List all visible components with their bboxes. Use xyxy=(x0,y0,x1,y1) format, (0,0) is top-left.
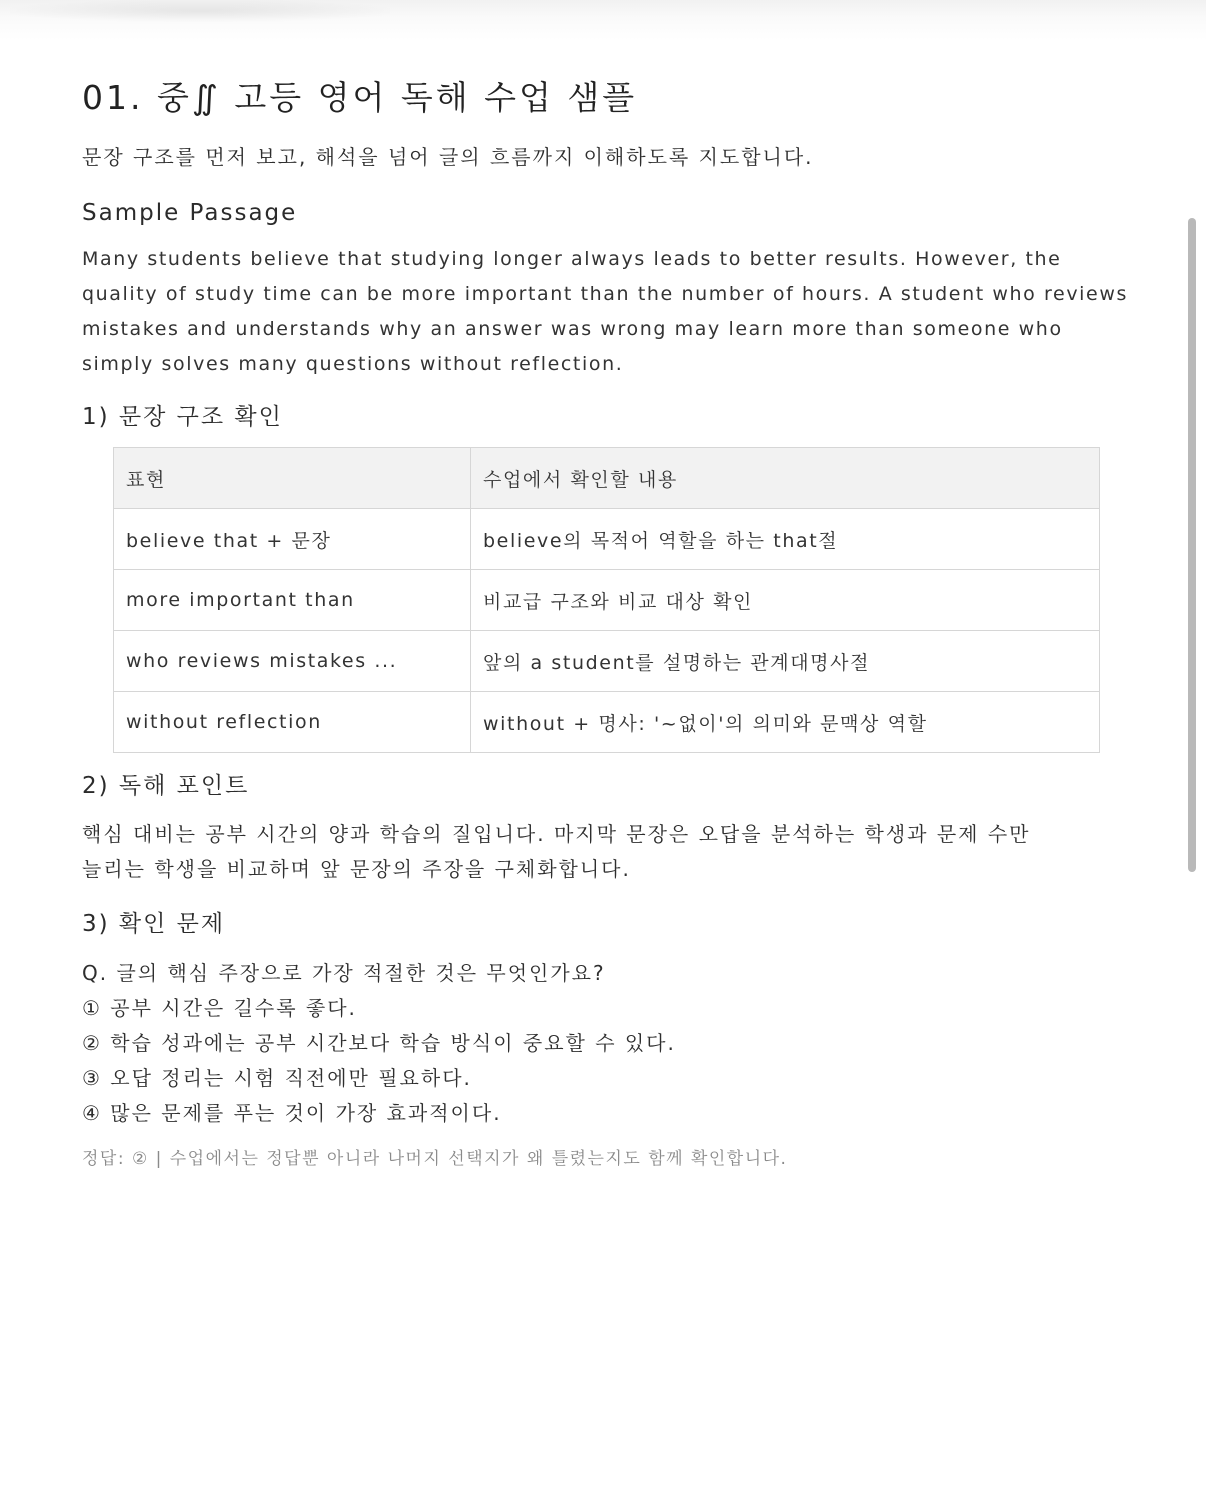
table-cell-content: without + 명사: '~없이'의 의미와 문맥상 역할 xyxy=(471,692,1100,753)
intro-text: 문장 구조를 먼저 보고, 해석을 넘어 글의 흐름까지 이해하도록 지도합니다. xyxy=(82,145,814,169)
passage-line: simply solves many questions without reflection. xyxy=(82,353,624,375)
table-header-row xyxy=(114,448,1100,509)
structure-table xyxy=(113,447,1100,753)
section-heading-reading-points: 2) 독해 포인트 xyxy=(82,773,250,799)
sample-passage xyxy=(82,242,1132,382)
quiz-block xyxy=(82,956,1132,1131)
table-row xyxy=(114,509,1100,570)
quiz-option: ② 학습 성과에는 공부 시간보다 학습 방식이 중요할 수 있다. xyxy=(82,1031,676,1055)
table-header-expression: 표현 xyxy=(114,448,471,509)
table-cell-expression: without reflection xyxy=(114,692,471,753)
passage-line: mistakes and understands why an answer was wrong may learn more than someone who xyxy=(82,318,1063,340)
section-heading-quiz: 3) 확인 문제 xyxy=(82,911,226,937)
table-cell-content: believe의 목적어 역할을 하는 that절 xyxy=(471,509,1100,570)
passage-line: quality of study time can be more important than the number of hours. A student who reviews xyxy=(82,283,1128,305)
page-title: 01. 중∬ 고등 영어 독해 수업 샘플 xyxy=(82,78,638,117)
table-cell-expression: who reviews mistakes ... xyxy=(114,631,471,692)
reading-points-line: 핵심 대비는 공부 시간의 양과 학습의 질입니다. 마지막 문장은 오답을 분석하는 학생과 문제 수만 xyxy=(82,822,1031,846)
quiz-option: ④ 많은 문제를 푸는 것이 가장 효과적이다. xyxy=(82,1101,502,1125)
table-row xyxy=(114,570,1100,631)
passage-line: Many students believe that studying longer always leads to better results. However, the xyxy=(82,248,1062,270)
quiz-answer: 정답: ② | 수업에서는 정답뿐 아니라 나머지 선택지가 왜 틀렸는지도 함께 확인합니다. xyxy=(82,1149,788,1169)
table-row xyxy=(114,692,1100,753)
reading-points-text xyxy=(82,817,1132,887)
section-heading-structure: 1) 문장 구조 확인 xyxy=(82,404,283,430)
scrollbar-thumb[interactable] xyxy=(1188,218,1196,872)
table-header-content: 수업에서 확인할 내용 xyxy=(471,448,1100,509)
table-cell-content: 비교급 구조와 비교 대상 확인 xyxy=(471,570,1100,631)
top-shadow xyxy=(0,0,1206,40)
document-body xyxy=(82,74,1132,1172)
quiz-option: ③ 오답 정리는 시험 직전에만 필요하다. xyxy=(82,1066,472,1090)
quiz-question: Q. 글의 핵심 주장으로 가장 적절한 것은 무엇인가요? xyxy=(82,961,606,985)
reading-points-line: 늘리는 학생을 비교하며 앞 문장의 주장을 구체화합니다. xyxy=(82,857,631,881)
table-cell-expression: believe that + 문장 xyxy=(114,509,471,570)
quiz-option: ① 공부 시간은 길수록 좋다. xyxy=(82,996,357,1020)
table-row xyxy=(114,631,1100,692)
table-cell-content: 앞의 a student를 설명하는 관계대명사절 xyxy=(471,631,1100,692)
table-cell-expression: more important than xyxy=(114,570,471,631)
passage-heading: Sample Passage xyxy=(82,200,298,226)
